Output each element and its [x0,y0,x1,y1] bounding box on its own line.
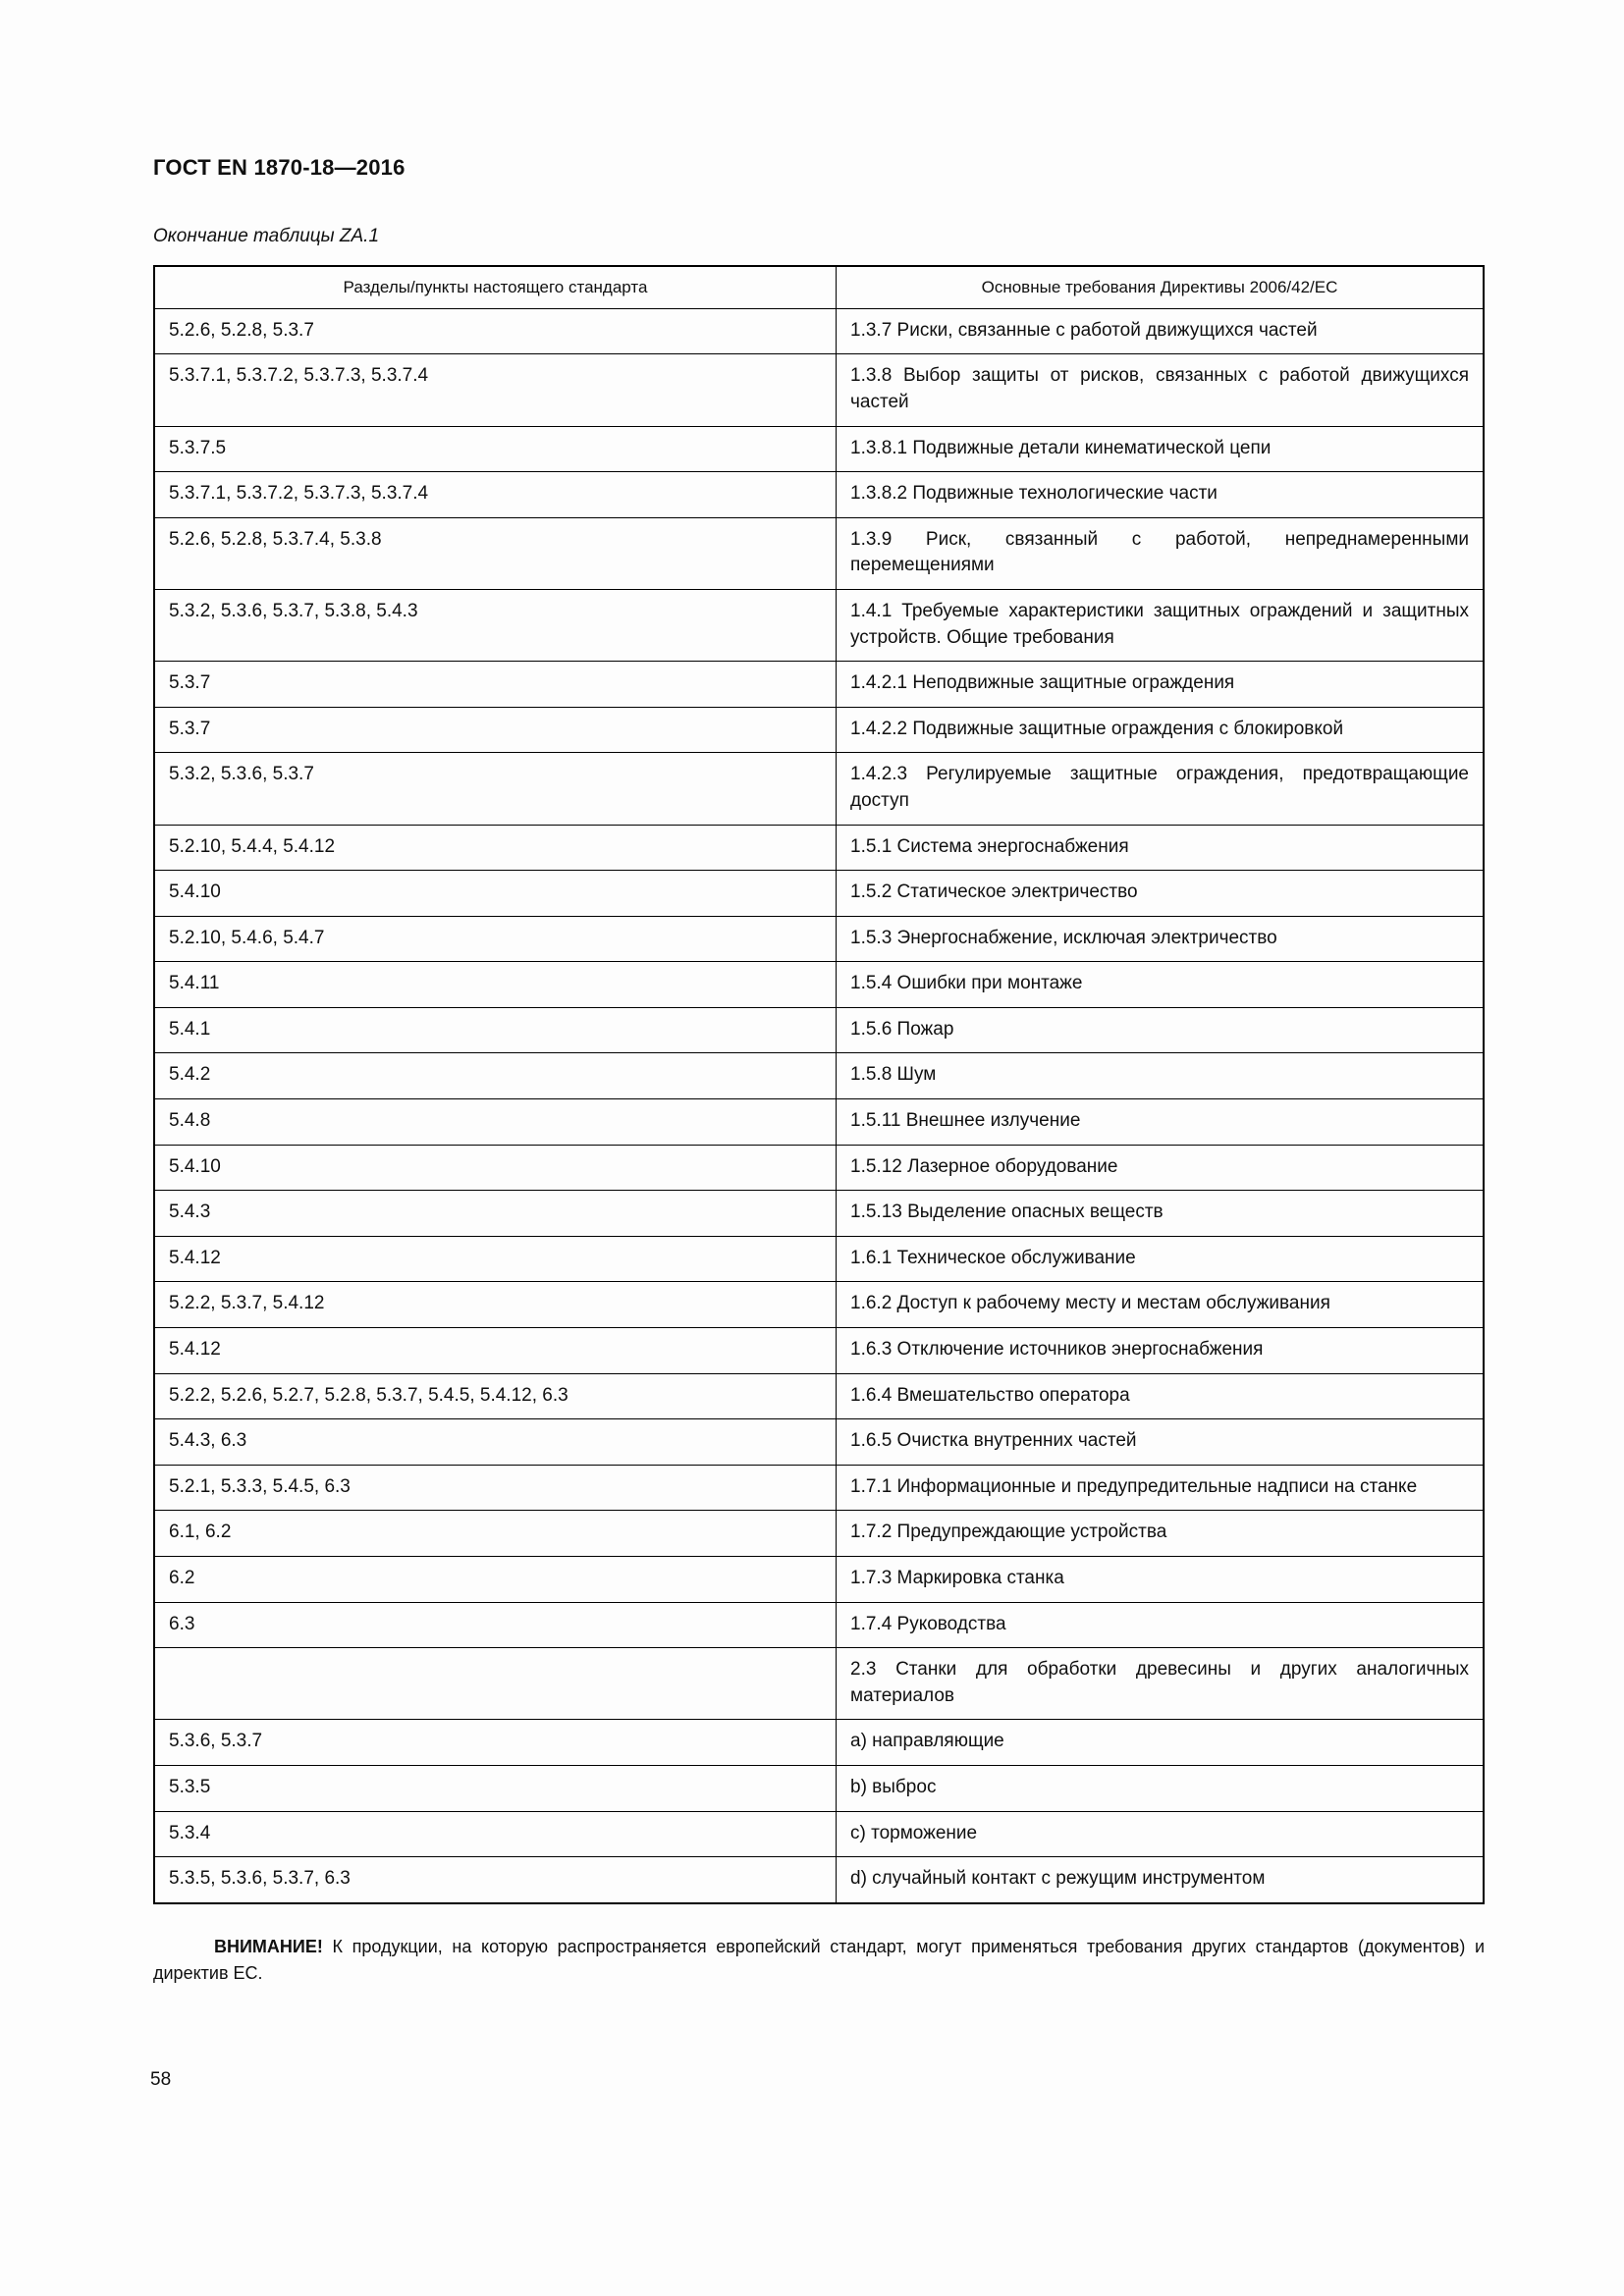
standard-sections-cell: 5.3.7 [154,707,837,753]
directive-requirement-cell: 1.6.5 Очистка внутренних частей [837,1419,1485,1466]
standard-sections-cell: 5.3.5 [154,1765,837,1811]
standard-sections-cell: 5.2.6, 5.2.8, 5.3.7 [154,308,837,354]
standard-sections-cell: 5.2.10, 5.4.6, 5.4.7 [154,916,837,962]
standard-sections-cell: 6.3 [154,1602,837,1648]
attention-note-text: К продукции, на которую распространяется европейский стандарт, могут применяться требования других стандартов (документов) и директив ЕС. [153,1936,1485,1983]
standard-sections-cell: 5.4.1 [154,1007,837,1053]
directive-requirement-cell: 2.3 Станки для обработки древесины и других аналогичных материалов [837,1648,1485,1720]
directive-requirement-cell: 1.4.2.2 Подвижные защитные ограждения с блокировкой [837,707,1485,753]
table-caption: Окончание таблицы ZA.1 [153,226,380,246]
table-row [154,1373,1484,1419]
page-content [153,0,1485,2004]
standard-sections-cell: 5.4.12 [154,1328,837,1374]
directive-requirement-cell: 1.7.4 Руководства [837,1602,1485,1648]
page-number: 58 [150,2069,172,2090]
standard-sections-cell: 5.3.7 [154,662,837,708]
table-row [154,1811,1484,1857]
standard-sections-cell: 5.4.8 [154,1099,837,1146]
standard-sections-cell: 5.4.10 [154,871,837,917]
directive-requirement-cell: 1.5.3 Энергоснабжение, исключая электричество [837,916,1485,962]
table-body [154,308,1484,1902]
directive-requirement-cell: 1.4.1 Требуемые характеристики защитных ограждений и защитных устройств. Общие требования [837,589,1485,661]
table-row [154,354,1484,426]
table-header [154,266,1484,308]
attention-note [153,1934,1485,1987]
table-row [154,1282,1484,1328]
standard-sections-cell: 5.2.6, 5.2.8, 5.3.7.4, 5.3.8 [154,517,837,589]
standard-sections-cell: 5.3.7.5 [154,426,837,472]
standard-sections-cell: 5.4.11 [154,962,837,1008]
table-row [154,662,1484,708]
directive-requirement-cell: 1.5.6 Пожар [837,1007,1485,1053]
standard-sections-cell: 5.3.2, 5.3.6, 5.3.7 [154,753,837,825]
directive-requirement-cell: 1.5.1 Система энергоснабжения [837,825,1485,871]
document-code-heading: ГОСТ EN 1870-18—2016 [153,155,406,180]
table-row [154,962,1484,1008]
directive-requirement-cell: b) выброс [837,1765,1485,1811]
standard-sections-cell: 5.3.5, 5.3.6, 5.3.7, 6.3 [154,1857,837,1903]
table-row [154,916,1484,962]
table-row [154,1145,1484,1191]
standard-sections-cell: 5.2.1, 5.3.3, 5.4.5, 6.3 [154,1465,837,1511]
column-header-standard-sections: Разделы/пункты настоящего стандарта [154,266,837,308]
table-row [154,1191,1484,1237]
standard-sections-cell: 5.4.2 [154,1053,837,1099]
standard-sections-cell: 5.3.4 [154,1811,837,1857]
directive-requirement-cell: 1.3.9 Риск, связанный с работой, непреднамеренными перемещениями [837,517,1485,589]
table-row [154,1328,1484,1374]
table-row [154,1765,1484,1811]
directive-requirement-cell: 1.5.11 Внешнее излучение [837,1099,1485,1146]
directive-requirement-cell: 1.4.2.1 Неподвижные защитные ограждения [837,662,1485,708]
table-row [154,1720,1484,1766]
directive-requirement-cell: 1.7.1 Информационные и предупредительные надписи на станке [837,1465,1485,1511]
directive-requirement-cell: 1.5.2 Статическое электричество [837,871,1485,917]
column-header-directive-requirements: Основные требования Директивы 2006/42/ЕС [837,266,1485,308]
directive-requirement-cell: 1.7.3 Маркировка станка [837,1557,1485,1603]
directive-requirement-cell: 1.6.4 Вмешательство оператора [837,1373,1485,1419]
standard-sections-cell: 5.3.7.1, 5.3.7.2, 5.3.7.3, 5.3.7.4 [154,354,837,426]
directive-requirement-cell: 1.7.2 Предупреждающие устройства [837,1511,1485,1557]
table-row [154,871,1484,917]
directive-requirement-cell: 1.5.12 Лазерное оборудование [837,1145,1485,1191]
directive-requirement-cell: 1.6.2 Доступ к рабочему месту и местам обслуживания [837,1282,1485,1328]
table-row [154,1511,1484,1557]
directive-requirement-cell: 1.6.1 Техническое обслуживание [837,1236,1485,1282]
standard-sections-cell: 5.4.10 [154,1145,837,1191]
table-row [154,472,1484,518]
directive-requirement-cell: 1.5.13 Выделение опасных веществ [837,1191,1485,1237]
table-row [154,1557,1484,1603]
table-row [154,1053,1484,1099]
standard-sections-cell: 5.3.2, 5.3.6, 5.3.7, 5.3.8, 5.4.3 [154,589,837,661]
directive-requirement-cell: 1.3.8 Выбор защиты от рисков, связанных с работой движущихся частей [837,354,1485,426]
standard-sections-cell [154,1648,837,1720]
table-row [154,753,1484,825]
directive-requirement-cell: 1.5.8 Шум [837,1053,1485,1099]
attention-note-label: ВНИМАНИЕ! [214,1936,323,1956]
directive-requirement-cell: 1.6.3 Отключение источников энергоснабжения [837,1328,1485,1374]
standard-sections-cell: 5.4.12 [154,1236,837,1282]
table-row [154,426,1484,472]
table-row [154,1099,1484,1146]
requirements-table [153,265,1485,1904]
standard-sections-cell: 6.1, 6.2 [154,1511,837,1557]
table-row [154,1857,1484,1903]
standard-sections-cell: 6.2 [154,1557,837,1603]
directive-requirement-cell: d) случайный контакт с режущим инструментом [837,1857,1485,1903]
standard-sections-cell: 5.2.2, 5.3.7, 5.4.12 [154,1282,837,1328]
standard-sections-cell: 5.4.3, 6.3 [154,1419,837,1466]
table-row [154,707,1484,753]
standard-sections-cell: 5.3.6, 5.3.7 [154,1720,837,1766]
standard-sections-cell: 5.2.10, 5.4.4, 5.4.12 [154,825,837,871]
table-row [154,1419,1484,1466]
table-row [154,1007,1484,1053]
table-row [154,1236,1484,1282]
standard-sections-cell: 5.2.2, 5.2.6, 5.2.7, 5.2.8, 5.3.7, 5.4.5, 5.4.12, 6.3 [154,1373,837,1419]
table-row [154,308,1484,354]
directive-requirement-cell: 1.3.7 Риски, связанные с работой движущихся частей [837,308,1485,354]
table-row [154,589,1484,661]
directive-requirement-cell: 1.5.4 Ошибки при монтаже [837,962,1485,1008]
standard-sections-cell: 5.3.7.1, 5.3.7.2, 5.3.7.3, 5.3.7.4 [154,472,837,518]
directive-requirement-cell: 1.3.8.1 Подвижные детали кинематической цепи [837,426,1485,472]
table-row [154,1602,1484,1648]
standard-sections-cell: 5.4.3 [154,1191,837,1237]
directive-requirement-cell: a) направляющие [837,1720,1485,1766]
table-row [154,517,1484,589]
table-row [154,1465,1484,1511]
directive-requirement-cell: c) торможение [837,1811,1485,1857]
table-row [154,1648,1484,1720]
directive-requirement-cell: 1.4.2.3 Регулируемые защитные ограждения, предотвращающие доступ [837,753,1485,825]
directive-requirement-cell: 1.3.8.2 Подвижные технологические части [837,472,1485,518]
table-header-row [154,266,1484,308]
table-row [154,825,1484,871]
